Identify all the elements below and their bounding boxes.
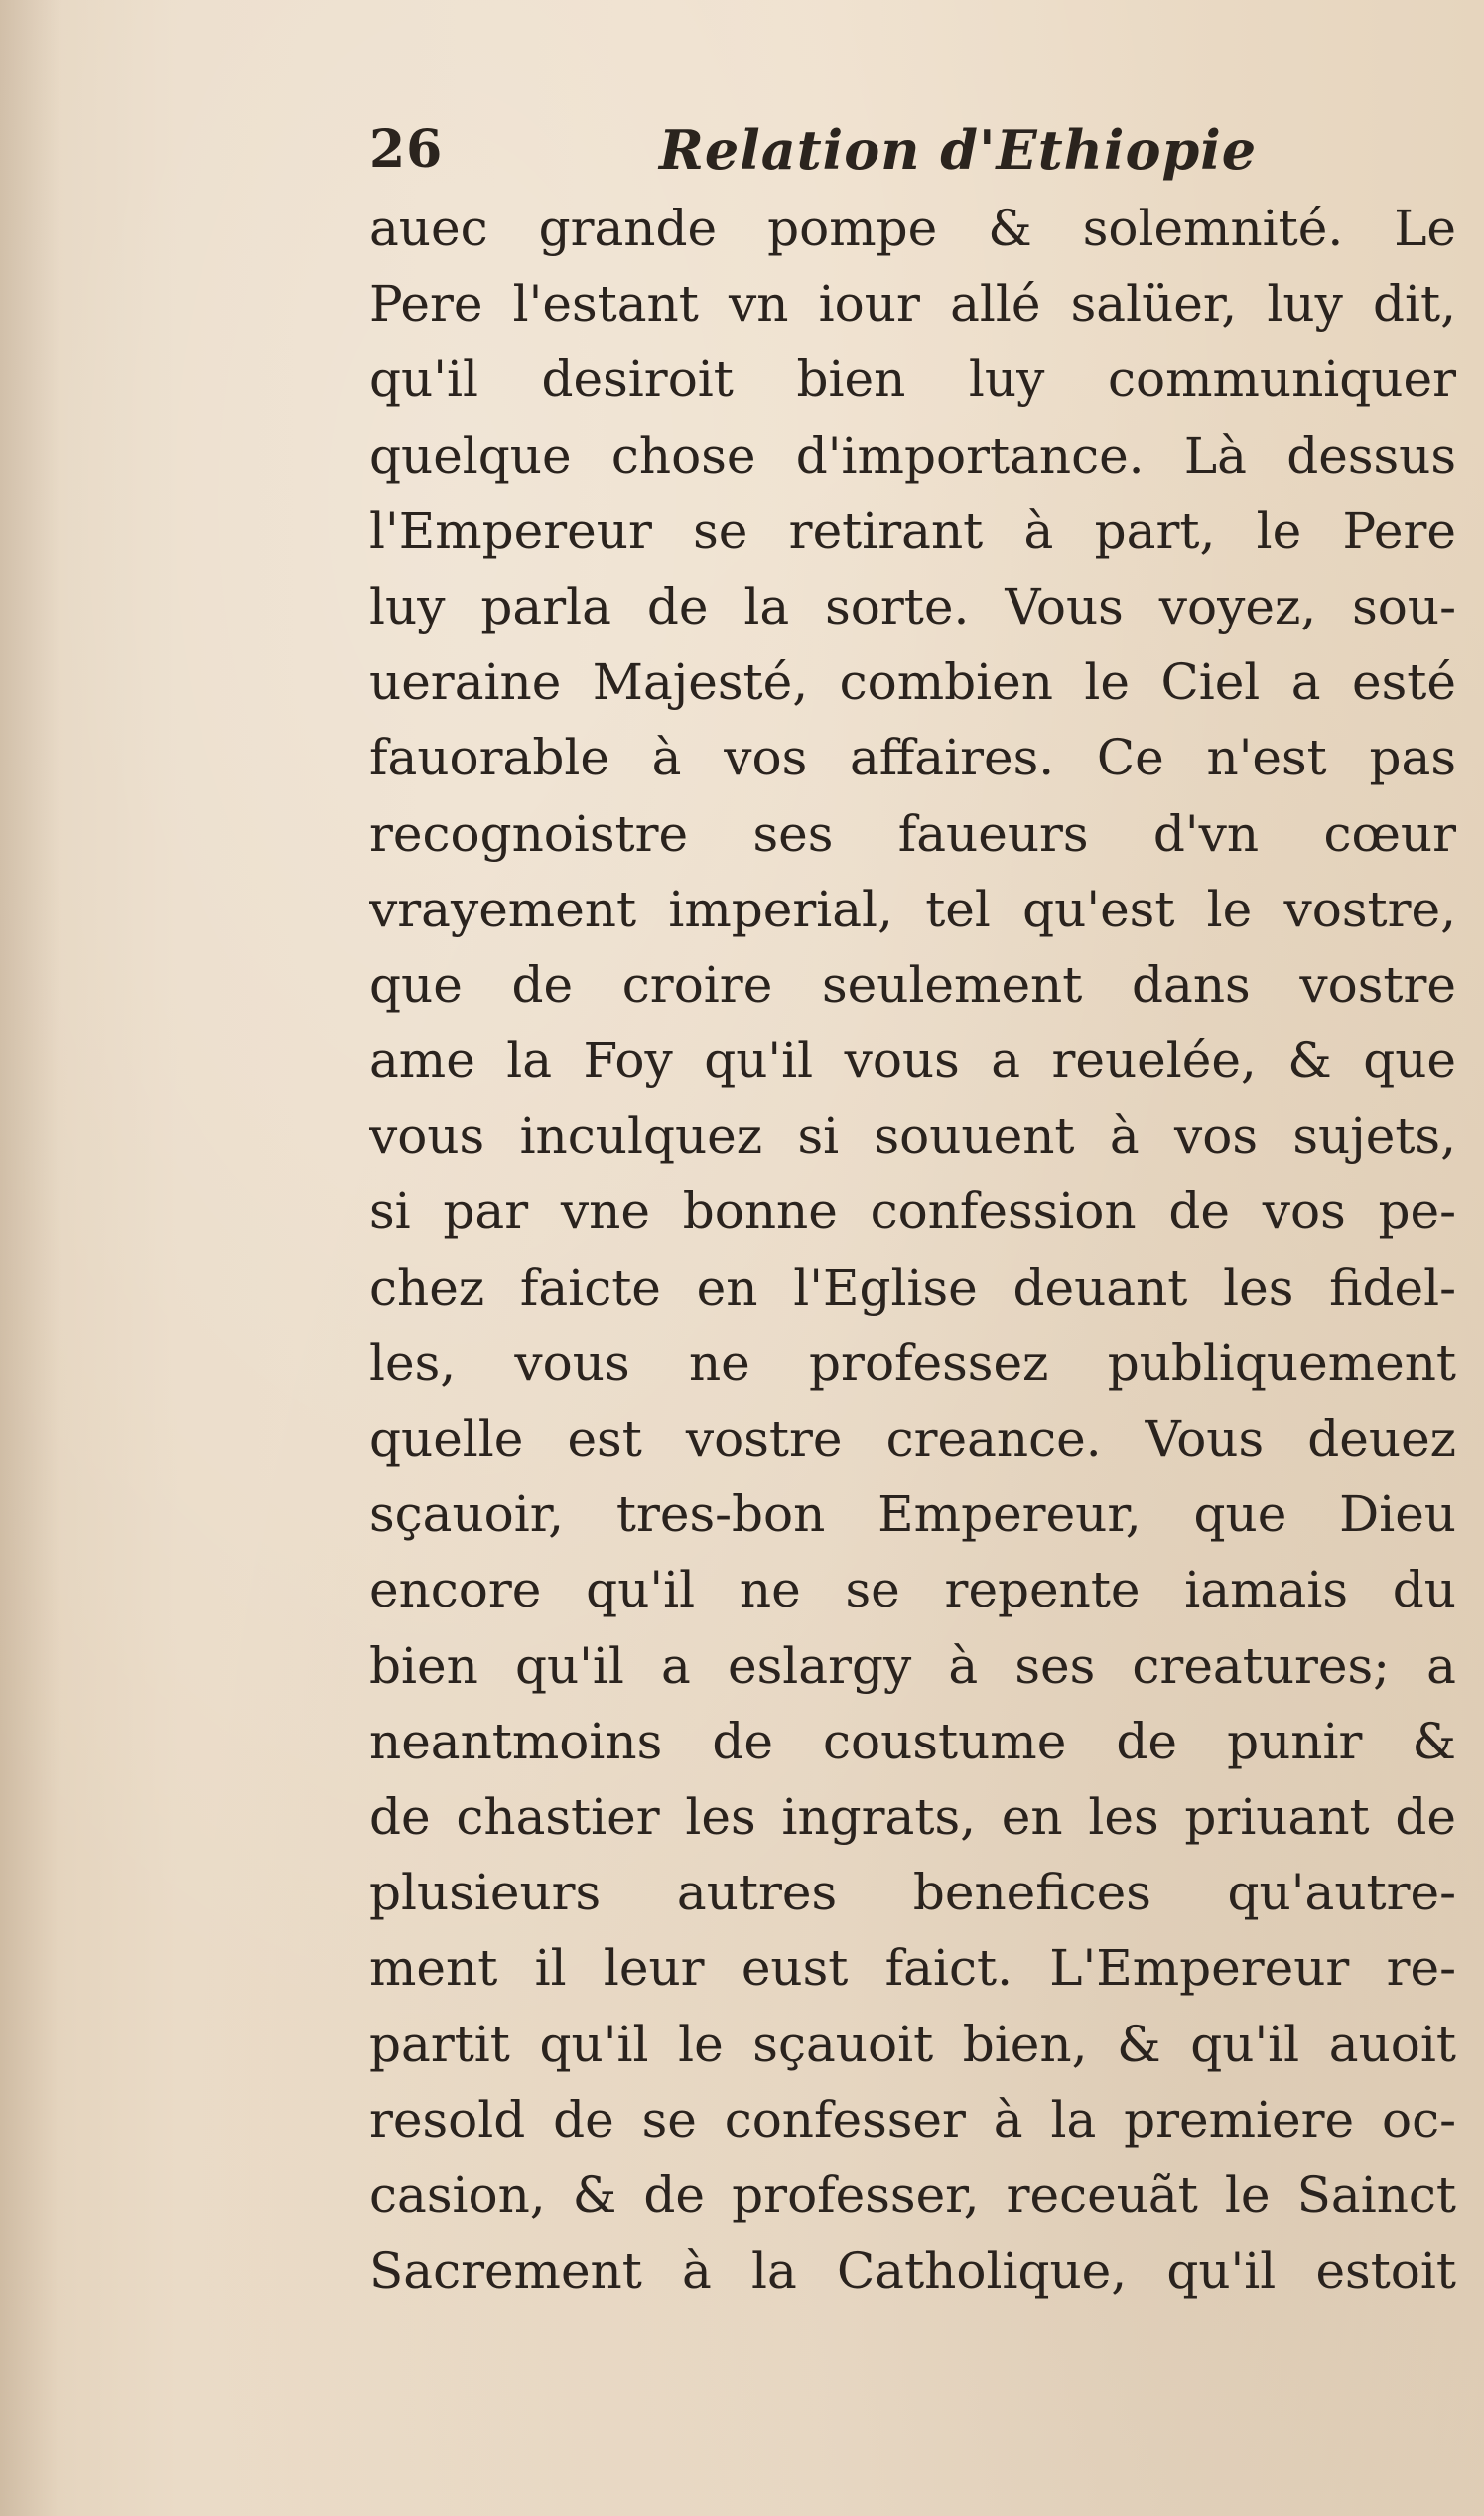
text-line: sçauoir, tres-bon Empereur, que Dieu bbox=[369, 1485, 1456, 1544]
text-line: resold de se confesser à la premiere oc- bbox=[369, 2090, 1456, 2149]
text-line: l'Empereur se retirant à part, le Pere bbox=[369, 501, 1456, 560]
text-line: chez faicte en l'Eglise deuant les fidel- bbox=[369, 1258, 1456, 1317]
text-line: fauorable à vos affaires. Ce n'est pas bbox=[369, 729, 1456, 787]
text-line: les, vous ne professez publiquement bbox=[369, 1333, 1456, 1392]
text-line: casion, & de professer, receuãt le Sainct bbox=[369, 2166, 1456, 2224]
gutter-shadow bbox=[0, 0, 60, 2516]
text-line: ame la Foy qu'il vous a reuelée, & que bbox=[369, 1032, 1456, 1090]
text-line: recognoistre ses faueurs d'vn cœur bbox=[369, 804, 1456, 863]
text-line: Pere l'estant vn iour allé salüer, luy dit, bbox=[369, 275, 1456, 334]
page-header bbox=[369, 115, 1441, 185]
text-line: quelque chose d'importance. Là dessus bbox=[369, 426, 1456, 485]
text-line: auec grande pompe & solemnité. Le bbox=[369, 200, 1456, 257]
text-line: bien qu'il a eslargy à ses creatures; a bbox=[369, 1636, 1456, 1695]
text-line: de chastier les ingrats, en les priuant de bbox=[369, 1787, 1456, 1846]
text-line: encore qu'il ne se repente iamais du bbox=[369, 1561, 1456, 1619]
text-line: luy parla de la sorte. Vous voyez, sou- bbox=[369, 577, 1456, 635]
text-line: ment il leur eust faict. L'Empereur re- bbox=[369, 1939, 1456, 1998]
text-line: vrayement imperial, tel qu'est le vostre, bbox=[369, 880, 1456, 938]
text-line: ueraine Majesté, combien le Ciel a esté bbox=[369, 653, 1456, 712]
text-line: partit qu'il le sçauoit bien, & qu'il auoit bbox=[369, 2015, 1456, 2073]
body-text bbox=[369, 191, 1456, 2308]
text-line: qu'il desiroit bien luy communiquer bbox=[369, 350, 1456, 409]
text-line: que de croire seulement dans vostre bbox=[369, 955, 1456, 1014]
text-line: vous inculquez si souuent à vos sujets, bbox=[369, 1107, 1456, 1166]
text-line: Sacrement à la Catholique, qu'il estoit bbox=[369, 2242, 1456, 2301]
text-line: plusieurs autres benefices qu'autre- bbox=[369, 1864, 1456, 1922]
page-number: 26 bbox=[369, 119, 444, 180]
text-line: si par vne bonne confession de vos pe- bbox=[369, 1183, 1456, 1241]
running-title: Relation d'Ethiopie bbox=[659, 118, 1258, 182]
text-line: quelle est vostre creance. Vous deuez bbox=[369, 1410, 1456, 1468]
text-line: neantmoins de coustume de punir & bbox=[369, 1712, 1456, 1770]
